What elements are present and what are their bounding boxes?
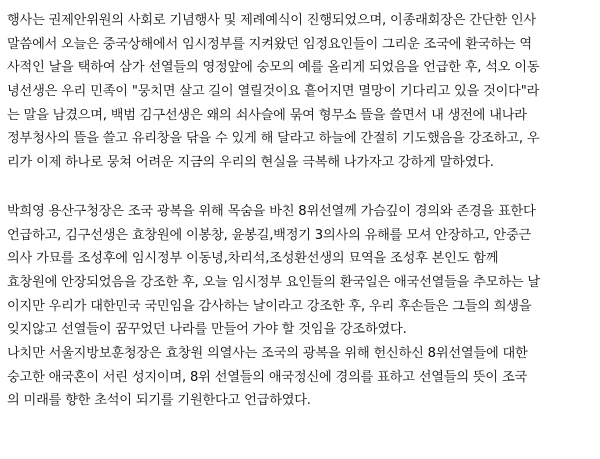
text-line: 녕선생은 우리 민족이 "뭉치면 살고 길이 열릴것이요 흩어지면 멸망이 기다리고 있을 것이다"라 [7, 84, 540, 100]
text-line: 는 말을 남겼으며, 백범 김구선생은 왜의 쇠사슬에 묶여 형무소 뜰을 쓸면서 내 생전에 내나라 [7, 107, 527, 123]
text-line: 사적인 날을 택하여 삼가 선열들의 영정앞에 숭모의 예를 올리게 되었음을 언급한 후, 석오 이동 [7, 60, 540, 76]
paragraph-spacer [7, 175, 594, 200]
text-line: 정부청사의 뜰을 쓸고 유리창을 닦을 수 있게 해 달라고 하늘에 간절히 기도했음을 강조하고, 우 [7, 131, 540, 147]
text-line: 잊지않고 선열들이 꿈꾸었던 나라를 만들어 가야 할 것임을 강조하였다. [7, 322, 407, 338]
text-line: 리가 이제 하나로 뭉쳐 어려운 지금의 우리의 현실을 극복해 나가자고 강하게 말하였다. [7, 155, 494, 171]
text-line: 의 미래를 향한 초석이 되기를 기원한다고 언급하였다. [7, 393, 311, 409]
text-line: 말씀에서 오늘은 중국상해에서 임시정부를 지켜왔던 임정요인들이 그리운 조국에 환국하는 역 [7, 36, 532, 52]
text-line: 의사 가묘를 조성후에 임시정부 이동녕,차리석,조성환선생의 묘역을 조성후 본인도 함께 [7, 251, 499, 267]
text-line: 효창원에 안장되었음을 강조한 후, 오늘 임시정부 요인들의 환국일은 애국선열들을 추모하는 날 [7, 274, 540, 290]
text-line: 박희영 용산구청장은 조국 광복을 위해 목숨을 바친 8위선열께 가슴깊이 경의와 존경을 표한다 [7, 203, 536, 219]
text-line: 이지만 우리가 대한민국 국민임을 감사하는 날이라고 강조한 후, 우리 후손들은 그들의 희생을 [7, 298, 532, 314]
paragraph-opening-remarks [7, 9, 594, 175]
text-line: 행사는 권제안위원의 사회로 기념행사 및 제례예식이 진행되었으며, 이종래회장은 간단한 인사 [7, 13, 536, 28]
text-line: 나치만 서울지방보훈청장은 효창원 의열사는 조국의 광복을 위해 헌신하신 8위선열들에 대한 [7, 345, 528, 361]
paragraph-official-remarks [7, 200, 594, 413]
text-line: 숭고한 애국혼이 서린 성지이며, 8위 선열들의 애국정신에 경의를 표하고 선열들의 뜻이 조국 [7, 369, 528, 385]
text-line: 언급하고, 김구선생은 효창원에 이봉창, 윤봉길,백정기 3의사의 유해를 모셔 안장하고, 안중근 [7, 227, 532, 243]
